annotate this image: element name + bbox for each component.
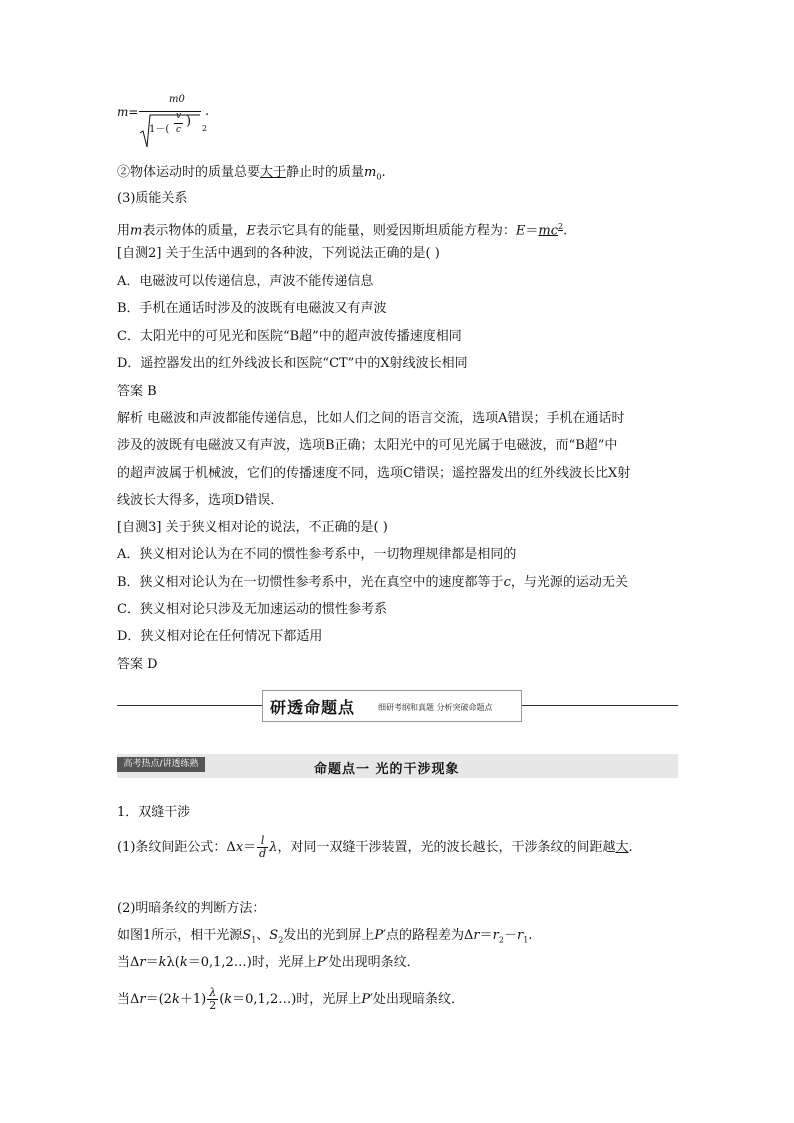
quiz3-option-c: C．狭义相对论只涉及无加速运动的惯性参考系: [117, 602, 387, 617]
formula-rparen: ): [186, 114, 192, 129]
relativistic-mass-formula: [117, 94, 217, 150]
quiz3-answer: 答案 D: [117, 657, 158, 672]
dark-fringe-condition: 当Δr＝(2k＋1) $\frac{\lambda}{2}$ (k＝0,1,2…)时，光屏上P′处出现暗条纹．: [117, 986, 465, 1012]
banner-rule-right: [520, 705, 678, 706]
quiz2-option-b: B．手机在通话时涉及的波既有电磁波又有声波: [117, 301, 387, 316]
quiz-tag: [自测3]: [117, 520, 162, 535]
underlined-answer: 大: [615, 840, 629, 855]
item-heading: 1．双缝干涉: [117, 805, 191, 820]
quiz2-analysis-line: 的超声波属于机械波，它们的传播速度不同，选项C错误；遥控器发出的红外线波长比X射: [117, 466, 631, 481]
quiz-tag: [自测2]: [117, 246, 162, 261]
quiz3-option-d: D．狭义相对论在任何情况下都适用: [117, 629, 323, 644]
formula-period: .: [205, 104, 210, 119]
formula-c: c: [176, 125, 182, 135]
formula-lhs: m=: [117, 105, 139, 119]
quiz2-answer: 答案 B: [117, 384, 157, 399]
fraction-bar: [139, 111, 201, 112]
quiz2-analysis-line: 涉及的波既有电磁波又有声波，选项B正确；太阳光中的可见光属于电磁波，而“B超”中: [117, 438, 618, 453]
topic-title: 命题点一 光的干涉现象: [314, 762, 460, 777]
sqrt-radical-icon: [138, 113, 202, 151]
l-over-d-fraction: $\frac{l}{d}$: [259, 834, 267, 860]
banner-subtitle: 细研考纲和真题 分析突破命题点: [378, 703, 493, 712]
underlined-answer: 大于: [260, 165, 287, 180]
formula-numerator: m0: [169, 94, 185, 105]
lambda-over-2-fraction: $\frac{\lambda}{2}$: [209, 986, 217, 1012]
formula-v: v: [176, 111, 182, 121]
quiz2-option-a: A．电磁波可以传递信息，声波不能传递信息: [117, 274, 374, 289]
energy-equation-line: 用m表示物体的质量，E表示它具有的能量，则爱因斯坦质能方程为：$E=mc^2$.: [117, 222, 568, 239]
banner-title: 研透命题点: [270, 698, 356, 717]
fringe-spacing-formula: (1)条纹间距公式：Δx＝ $\frac{l}{d}$ λ，对同一双缝干涉装置，光的波长越长，干涉条纹的间距越大.: [117, 834, 633, 860]
quiz2-option-d: D．遥控器发出的红外线波长和医院“CT”中的X射线波长相同: [117, 356, 468, 371]
topic-tag: 高考热点/讲透练熟: [117, 757, 205, 772]
quiz2-option-c: C．太阳光中的可见光和医院“B超”中的超声波传播速度相同: [117, 329, 462, 344]
item-heading: (2)明暗条纹的判断方法：: [117, 901, 266, 916]
underlined-answer: mc: [538, 223, 558, 239]
quiz2-analysis-line: 解析 电磁波和声波都能传递信息，比如人们之间的语言交流，选项A错误；手机在通话时: [117, 411, 625, 426]
quiz3-option-b: B．狭义相对论认为在一切惯性参考系中，光在真空中的速度都等于c，与光源的运动无关: [117, 575, 628, 590]
bright-fringe-condition: 当Δr＝kλ(k＝0,1,2…)时，光屏上P′处出现明条纹．: [117, 955, 420, 970]
quiz3-option-a: A．狭义相对论认为在不同的惯性参考系中，一切物理规律都是相同的: [117, 547, 517, 562]
formula-square: 2: [202, 124, 208, 133]
quiz2-question: [自测2] 关于生活中遇到的各种波，下列说法正确的是( ): [117, 246, 440, 261]
path-difference-line: 如图1所示，相干光源$S_1$、$S_2$发出的光到屏上P′点的路程差为$\Delta r=r_2-r_1$.: [117, 928, 533, 945]
banner-rule-left: [117, 705, 262, 706]
section-heading: (3)质能关系: [117, 191, 188, 206]
quiz2-analysis-line: 线波长大得多，选项D错误．: [117, 493, 284, 508]
formula-one-minus: 1－(: [149, 124, 170, 135]
quiz3-question: [自测3] 关于狭义相对论的说法，不正确的是( ): [117, 520, 388, 535]
mass-note: ②物体运动时的质量总要大于静止时的质量$m_0$.: [117, 165, 386, 182]
vc-fraction-bar: [174, 123, 183, 124]
